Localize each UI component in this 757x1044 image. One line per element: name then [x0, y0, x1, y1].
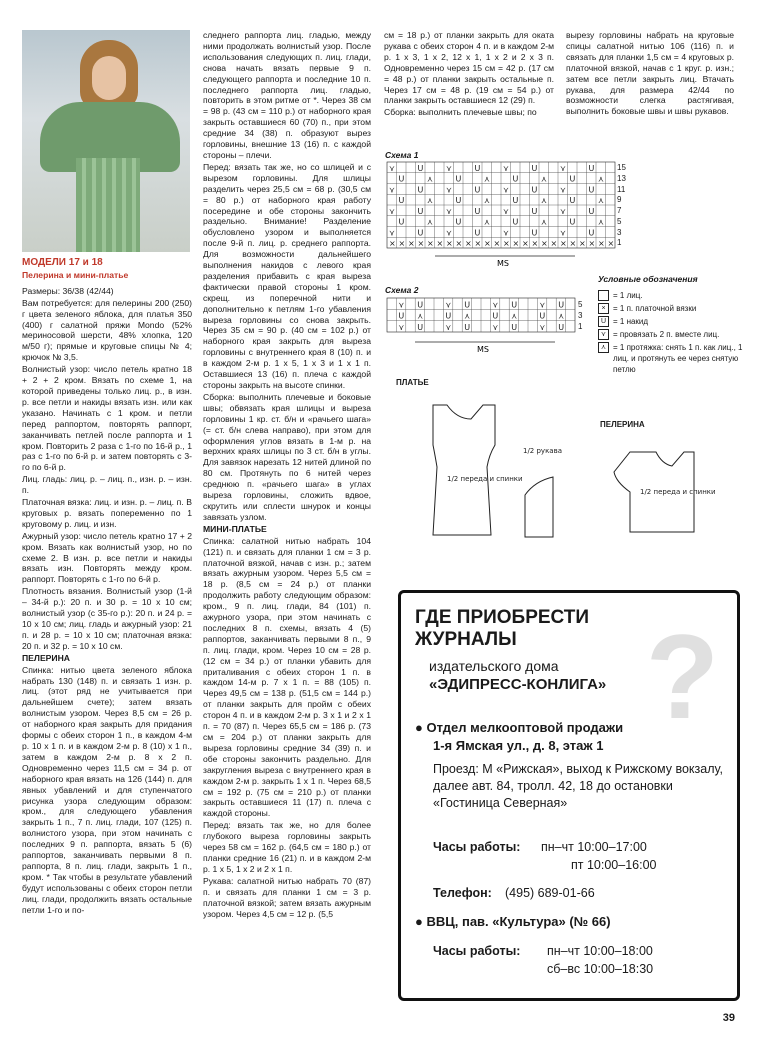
chart-stitch-symbol: ⋏ [427, 174, 433, 184]
scheme2-row-numbers [578, 299, 582, 332]
route-text: Проезд: М «Рижская», выход к Рижскому вокзалу, далее авт. 84, тролл. 42, 18 до остановки «Гостиница Северная» [433, 762, 723, 810]
legend-item: ⋎ = провязать 2 п. вместе лиц. [598, 329, 748, 340]
scheme1-row-numbers [617, 163, 626, 249]
chart-stitch-symbol: ⋎ [446, 185, 452, 195]
sleeve-outline [525, 477, 553, 537]
cape-front-back-label: 1/2 переда и спинки [640, 488, 716, 496]
chart-stitch-symbol: U [558, 300, 565, 310]
middle-column [203, 30, 371, 920]
chart-stitch-symbol: × [598, 239, 605, 248]
chart-stitch-symbol: × [531, 239, 539, 248]
chart-stitch-symbol: U [417, 163, 424, 173]
s1-row: 11 [617, 184, 626, 194]
chart-stitch-symbol: U [398, 196, 405, 205]
chart-stitch-symbol: ⋎ [445, 322, 452, 332]
hours-3: пн–чт 10:00–18:00 [547, 944, 653, 958]
chart-stitch-symbol: U [474, 163, 481, 173]
ad-publisher: издательского дома «ЭДИПРЕСС-КОНЛИГА» [429, 658, 607, 693]
cape-heading: ПЕЛЕРИНА [22, 652, 70, 663]
dress-diagram-title: ПЛАТЬЕ [396, 378, 429, 387]
right-p2: Сборка: выполнить плечевые швы; по [384, 107, 537, 118]
magazine-ad [398, 590, 740, 1001]
ad-title: ГДЕ ПРИОБРЕСТИ ЖУРНАЛЫ [415, 607, 590, 650]
chart-stitch-symbol: U [531, 228, 538, 238]
chart-stitch-symbol: × [579, 239, 586, 248]
dress-body-outline [433, 405, 495, 535]
vvc-bullet: ● ВВЦ, пав. «Культура» (№ 66) [415, 914, 611, 929]
chart-stitch-symbol: ⋎ [446, 206, 452, 216]
chart-stitch-symbol: ⋏ [541, 217, 547, 227]
chart-stitch-symbol: U [474, 228, 481, 238]
mid-p4: Спинка: салатной нитью набрать 104 (121) п. и связать для планки 1 см = 3 р. платочной вязкой, начав с изн. р.; затем вязать ажурным узором. Через 5,5 см = 18 р. (8,5 см = 24 р.) от планки продолжить работу следующим образом: кром., 9 п. лиц. глади, 84 (101) п. ажурного узора, при этом начинать с последних 8 п. схемы, вязать 4 (5) раппортов, заканчивать первыми 8 п., 9 п. лиц. глади, кром. Через 10 см = 28 р. (12 см = 34 р.) от планки убавить для приталивания с обеих сторон 1 п. в каждом 14-м р. 7 х 1 п. = 88 (105) п. Через 49,5 см = 138 р. (51,5 см = 144 р.) от планки закрыть для пройм с обеих сторон 4 п. и в каждом 2-м р. 3 х 1 и 2 х 1 п. = 70 (87) п. Через 65,5 см = 186 р. (73 см = 204 р.) от планки закрыть для выреза горловины средние 34 (39) п. и обе стороны закончить раздельно. Для закругления выреза с внутреннего края в каждом 2-м р. закрыть 1 х 1 п. Через 68,5 см = 192 р. (75 см = 210 р.) от планки закрыть оставшиеся 11 (17) п. плеча с каждой стороны. [203, 535, 371, 819]
chart-stitch-symbol: U [569, 217, 576, 227]
hours-4: сб–вс 10:00–18:30 [547, 962, 654, 976]
s1-row: 15 [617, 163, 626, 172]
chart-stitch-symbol: U [588, 163, 595, 173]
legend-item: ⋏ = 1 протяжка: снять 1 п. как лиц., 1 лиц. и протянуть ее через снятую петлю [598, 342, 748, 375]
chart-stitch-symbol: × [455, 239, 463, 248]
chart-stitch-symbol: U [474, 185, 481, 195]
chart-stitch-symbol: × [389, 239, 396, 248]
chart-stitch-symbol: U [417, 300, 424, 310]
right-column-b [566, 30, 734, 118]
chart-stitch-symbol: U [512, 196, 519, 205]
chart-stitch-symbol: ⋎ [560, 185, 566, 195]
chart-stitch-symbol: × [522, 239, 529, 248]
sleeve-label: 1/2 рукава [523, 447, 563, 455]
ssk-symbol: ⋏ [598, 342, 609, 353]
chart-stitch-symbol: U [417, 185, 424, 195]
chart-stitch-symbol: U [474, 206, 481, 216]
s1-row: 5 [617, 216, 622, 226]
scheme2-title: Схема 2 [385, 285, 419, 295]
page-number: 39 [722, 1012, 735, 1024]
chart-stitch-symbol: U [455, 217, 462, 227]
mid-p6: Рукава: салатной нитью набрать 70 (87) п. и связать для планки 1 см = 3 р. платочной вязкой; затем вязать ажурным узором. Через 4,5 см = 12 р. (5,5 [203, 875, 371, 919]
chart-stitch-symbol: ⋎ [446, 163, 452, 173]
chart-stitch-symbol: ⋎ [503, 185, 509, 195]
chart-stitch-symbol: ⋏ [484, 196, 490, 205]
chart-stitch-symbol: × [484, 239, 491, 248]
chart-stitch-symbol: × [398, 239, 406, 248]
model-photo [22, 30, 190, 252]
chart-stitch-symbol: ⋏ [558, 311, 565, 321]
hours-label-2: Часы работы: [433, 944, 521, 958]
chart-stitch-symbol: ⋎ [503, 206, 509, 216]
chart-stitch-symbol: ⋎ [398, 322, 405, 332]
lace-pattern: Ажурный узор: число петель кратно 17 + 2 кром. Вязать как волнистый узор, но по схеме 2. В изн. р. все петли и накиды вязать изн. Повторять между кром. раппорт. Повторять с 1-го по 6-й р. [22, 530, 192, 585]
chart-stitch-symbol: U [417, 322, 424, 332]
chart-stitch-symbol: × [474, 239, 482, 248]
chart-stitch-symbol: × [541, 239, 548, 248]
chart-stitch-symbol: U [531, 206, 538, 216]
chart-stitch-symbol: × [417, 239, 425, 248]
dress-front-back-label: 1/2 переда и спинки [447, 475, 523, 483]
chart-stitch-symbol: ⋎ [389, 185, 395, 195]
s2-row: 5 [578, 300, 583, 309]
chart-stitch-symbol: U [417, 206, 424, 216]
chart-stitch-symbol: U [398, 174, 405, 184]
chart-stitch-symbol: U [512, 217, 519, 227]
right-p3: вырезу горловины набрать на круговые спицы салатной нитью 106 (116) п. и связать для планки 1,5 см = 4 круговых р. платочной вязкой, начав с 1 круг. р. изн.; затем все петли закрыть лиц. Втачать рукава, для размера 42/44 по возможности слегка растягивая, выполнить боковые швы и швы рукавов. [566, 30, 734, 117]
chart-stitch-symbol: U [398, 217, 405, 227]
chart-stitch-symbol: U [445, 311, 452, 321]
mid-p1: следнего раппорта лиц. гладью, между ними продолжать волнистый узор. После использования следующих п. лиц. глади, снова начать вязать первые 9 п. следующего раппорта и последние 10 п. последнего раппорта лиц. гладью, повторить в этом ритме от *. Через 38 см = 98 р. (43 см = 110 р.) от наборного края закрыть оставшиеся 60 (70) п., при этом средние 34 (38) п. образуют вырез горловины, внешние 13 (16) п. с каждой стороны – плечи. [203, 30, 371, 160]
chart-stitch-symbol: ⋎ [503, 228, 509, 238]
model-subtitle: Пелерина и мини-платье [22, 269, 129, 280]
materials: Вам потребуется: для пелерины 200 (250) г цвета зеленого яблока, для платья 350 (400) г салатной пряжи Mondo (52% мериносовой шерсти, 48% хлопка, 120 м/50 г); прямые и круговые спицы № 4; крючок № 3,5. [22, 297, 192, 363]
s1-row: 3 [617, 227, 622, 237]
legend-title: Условные обозначения [598, 274, 698, 284]
legend [598, 290, 748, 377]
chart-stitch-symbol: ⋎ [539, 300, 546, 310]
left-column [22, 258, 192, 916]
chart-stitch-symbol: × [503, 239, 510, 248]
chart-stitch-symbol: ⋏ [598, 217, 604, 227]
chart-stitch-symbol: ⋏ [464, 311, 471, 321]
legend-item: = 1 лиц. [598, 290, 748, 301]
mid-p5: Перед: вязать так же, но для более глубокого выреза горловины закрыть через 58 см = 162 р. (64,5 см = 180 р.) от планки средние 16 (21) п. и в каждом 2-м р. 1 х 5, 1 х 2 и 2 х 1 п. [203, 820, 371, 874]
chart-stitch-symbol: U [398, 311, 405, 321]
chart-stitch-symbol: ⋎ [560, 206, 566, 216]
chart-stitch-symbol: × [436, 239, 444, 248]
chart-stitch-symbol: U [558, 322, 565, 332]
garter: Платочная вязка: лиц. и изн. р. – лиц. п. В круговых р. вязать попеременно по 1 круговому р. лиц. и изн. [22, 497, 192, 529]
chart-stitch-symbol: U [588, 206, 595, 216]
wave-pattern: Волнистый узор: число петель кратно 18 + 2 + 2 кром. Вязать по схеме 1, на которой приведены только лиц. р., в изн. р. все петли и накиды вязать изн. или как указано. Начинать с 1 кром. и петли перед раппортом, повторять раппорт, заканчивать петлей после раппорта и 1 кром. Повторить 2 раза с 1-го по 16-й р., 1 раз с 1-го по 6-й р. и затем повторять с 3-го по 6-й р. [22, 364, 192, 473]
chart-stitch-symbol: × [446, 239, 453, 248]
scheme2-chart [385, 296, 595, 358]
chart-stitch-symbol: ⋏ [598, 174, 604, 184]
cape-text: Спинка: нитью цвета зеленого яблока набрать 130 (148) п. и связать 1 изн. р. лиц. (этот ряд не учитывается при дальнейшем счете); затем вязать волнистым узором. Через 8,5 см = 26 р. от наборного края закрыть для придания формы с обеих сторон 1 п., в каждом 4-м р. 10 х 1 п. и в каждом 2-м р. 8 (10) х 1 п., затем в каждом 2-м р. 8 х 2 п. Одновременно через 11,5 см = 34 р. от наборного края вязать на 126 (144) п. для явных убавлений и для ступенчатого рисунка узора следующим образом: кром., для следующего убавления закрыть 1 п., 7 п. лиц. глади, 107 (125) п. волнистого узора, при этом начинать с последних 9 п. раппорта, вязать 5 (6) раппортов, заканчивать первыми 8 п. раппорта, 8 п. лиц. глади, закрыть 1 п., кром. * Так чтобы в результате убавлений будут использованы с обеих сторон петли лиц. глади, продолжить вязать остальные петли 1-го и по- [22, 664, 192, 915]
chart-stitch-symbol: U [588, 228, 595, 238]
chart-stitch-symbol: ⋏ [541, 174, 547, 184]
chart-stitch-symbol: U [464, 300, 471, 310]
s1-row: 7 [617, 206, 622, 215]
model-title: МОДЕЛИ 17 и 18 [22, 257, 103, 268]
chart-stitch-symbol: ⋏ [484, 217, 490, 227]
question-mark-graphic: ? [645, 610, 719, 744]
chart-stitch-symbol: ⋎ [446, 228, 452, 238]
chart-stitch-symbol: U [531, 185, 538, 195]
chart-stitch-symbol: U [455, 174, 462, 184]
chart-stitch-symbol: ⋏ [427, 217, 433, 227]
sizes: Размеры: 36/38 (42/44) [22, 285, 114, 296]
chart-stitch-symbol: ⋎ [492, 322, 499, 332]
chart-stitch-symbol: U [511, 322, 518, 332]
chart-stitch-symbol: U [511, 300, 518, 310]
photo-face [92, 56, 126, 100]
chart-stitch-symbol: ⋎ [389, 163, 395, 173]
chart-stitch-symbol: × [493, 239, 501, 248]
s2-row: 3 [578, 311, 583, 320]
chart-stitch-symbol: ⋎ [398, 300, 405, 310]
photo-dress [76, 158, 140, 252]
hours-1: пн–чт 10:00–17:00 [541, 840, 647, 854]
scheme1-title: Схема 1 [385, 150, 419, 160]
chart-stitch-symbol: ⋎ [492, 300, 499, 310]
chart-stitch-symbol: × [569, 239, 577, 248]
chart-stitch-symbol: × [427, 239, 434, 248]
right-column-a [384, 30, 554, 119]
chart-stitch-symbol: ⋎ [560, 228, 566, 238]
phone-label: Телефон: [433, 886, 492, 900]
chart-stitch-symbol: × [408, 239, 415, 248]
mid-p2: Перед: вязать так же, но со шлицей и с вырезом горловины. Для шлицы разделить через 25,5 см = 68 р. (30,5 см = 80 р.) от наборного края работу посередине и обе стороны закончить раздельно. Внимание! Разделение обусловлено узором и выполняется после 9-й п. лиц. р. среднего раппорта. Для возможности дальнейшего выполнения накидов с левого края разделения прибавить с края выреза фактически правой стороны 1 кром. скрещ. из поперечной нити и дополнительно к петлям 1-го убавления выреза горловины со снова закрыть. Через 35 см = 90 р. (40 см = 102 р.) от наборного края закрыть для выреза горловины с внутреннего края 8 (10) п. и в каждом 2-м р. 1 х 5, 1 х 3 и 1 х 1 п. Оставшиеся 13 (16) п. плеча с каждой стороны закрыть на высоте спинки. [203, 161, 371, 390]
chart-stitch-symbol: ⋎ [445, 300, 452, 310]
chart-stitch-symbol: U [569, 196, 576, 205]
chart-stitch-symbol: U [455, 196, 462, 205]
density: Плотность вязания. Волнистый узор (1-й – 34-й р.): 20 п. и 30 р. = 10 х 10 см; волнистый узор (с 35-го р.): 20 п. и 24 р. = 10 х 10 см; лиц. гладь и ажурный узор: 21 п. и 28 р. = 10 х 10 см; платочная вязка: 20 п. и 32 р. = 10 х 10 см. [22, 586, 192, 651]
chart-stitch-symbol: ⋎ [539, 322, 546, 332]
office-bullet: ● Отдел мелкооптовой продажи [415, 720, 624, 735]
phone-number: (495) 689-01-66 [505, 886, 595, 900]
dress-heading: МИНИ-ПЛАТЬЕ [203, 523, 267, 534]
cape-diagram-title: ПЕЛЕРИНА [600, 420, 645, 429]
chart-stitch-symbol: ⋎ [560, 163, 566, 173]
chart-stitch-symbol: ⋎ [389, 206, 395, 216]
chart-stitch-symbol: ⋏ [511, 311, 518, 321]
k2tog-symbol: ⋎ [598, 329, 609, 340]
scheme1-ms-label: MS [497, 259, 509, 268]
chart-stitch-symbol: U [417, 228, 424, 238]
chart-stitch-symbol: × [550, 239, 558, 248]
scheme1-chart [385, 160, 630, 270]
chart-stitch-symbol: ⋏ [427, 196, 433, 205]
chart-stitch-symbol: × [560, 239, 567, 248]
yarn-over-symbol: U [598, 316, 609, 327]
s2-row: 1 [578, 322, 583, 331]
chart-stitch-symbol: U [539, 311, 546, 321]
chart-stitch-symbol: ⋏ [417, 311, 424, 321]
s1-row: 13 [617, 173, 626, 183]
chart-stitch-symbol: × [588, 239, 596, 248]
knit-symbol [598, 290, 609, 301]
chart-stitch-symbol: ⋎ [389, 228, 395, 238]
s1-row: 9 [617, 195, 622, 205]
scheme2-ms-label: MS [477, 345, 489, 354]
office-address: 1-я Ямская ул., д. 8, этаж 1 [433, 738, 604, 753]
legend-item: U = 1 накид [598, 316, 748, 327]
chart-stitch-symbol: ⋏ [484, 174, 490, 184]
chart-stitch-symbol: U [512, 174, 519, 184]
garter-symbol: × [598, 303, 609, 314]
chart-stitch-symbol: ⋎ [503, 163, 509, 173]
chart-stitch-symbol: U [464, 322, 471, 332]
dress-diagram [385, 385, 590, 565]
chart-stitch-symbol: U [588, 185, 595, 195]
stockinette: Лиц. гладь: лиц. р. – лиц. п., изн. р. – изн. п. [22, 474, 192, 496]
cape-diagram [596, 432, 736, 552]
chart-stitch-symbol: U [569, 174, 576, 184]
hours-label-1: Часы работы: [433, 840, 521, 854]
chart-stitch-symbol: ⋏ [598, 196, 604, 205]
chart-stitch-symbol: × [512, 239, 520, 248]
mid-p3: Сборка: выполнить плечевые и боковые швы; обвязать края шлицы и выреза горловины 1 кр. ст. б/н и «рачьего шага» (= ст. б/н слева направо), при этом для оформления углов вязать в 1-м р. на верхних краях шлицы по 3 ст. б/н в углы. Для завязок нарезать 12 нитей длиной по 80 см. Протянуть по 6 нитей через среднюю п. «рачьего шага» в углах выреза горловины, сложить вдвое, скрутить или сплести шнурок и концы завязать узлом. [203, 391, 371, 522]
chart-stitch-symbol: × [607, 239, 615, 248]
right-p1: см = 18 р.) от планки закрыть для оката рукава с обеих сторон 4 п. и в каждом 2-м р. 1 х 3, 1 х 2, 12 х 1, 1 х 2 и 2 х 3 п. Одновременно через 15 см = 42 р. (17 см = 48 р.) от планки закрыть остальные п. Через 17 см = 48 р. (19 см = 54 р.) от планки закрыть оставшиеся 12 (29) п. [384, 30, 554, 106]
legend-item: × = 1 п. платочной вязки [598, 303, 748, 314]
chart-stitch-symbol: U [492, 311, 499, 321]
hours-2: пт 10:00–16:00 [571, 858, 657, 872]
chart-stitch-symbol: × [465, 239, 472, 248]
chart-stitch-symbol: U [531, 163, 538, 173]
chart-stitch-symbol: ⋏ [541, 196, 547, 205]
s1-row: 1 [617, 238, 622, 248]
